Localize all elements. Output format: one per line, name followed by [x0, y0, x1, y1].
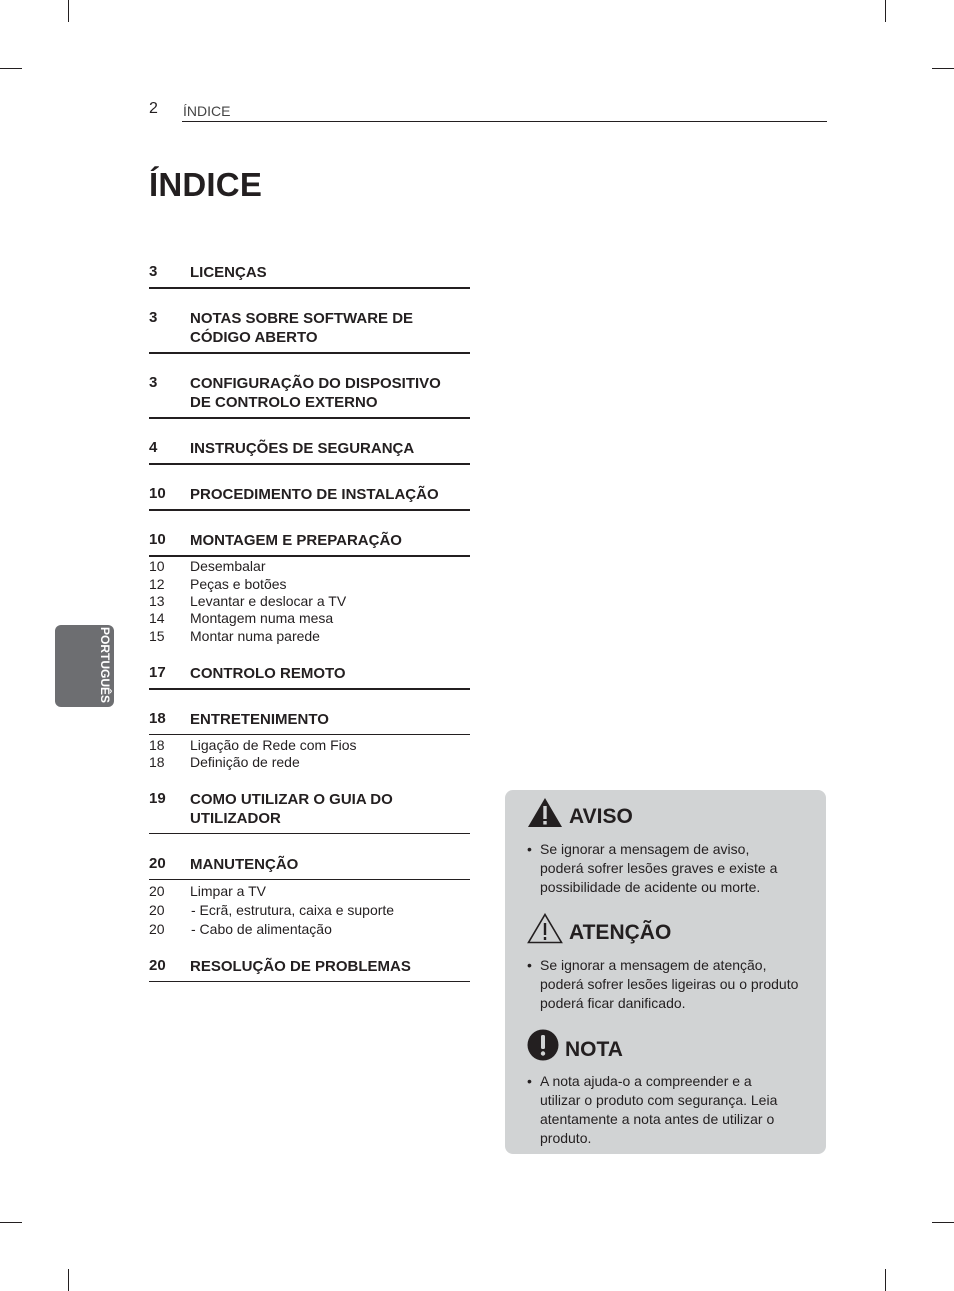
- toc-page-number: 4: [149, 439, 158, 456]
- atencao-text: [527, 956, 812, 1013]
- nota-text: [527, 1072, 812, 1148]
- toc-sub-page: 12: [149, 576, 165, 592]
- toc-title: RESOLUÇÃO DE PROBLEMAS: [190, 958, 411, 975]
- toc-entry-licencas[interactable]: [149, 263, 470, 289]
- running-header: ÍNDICE: [183, 103, 231, 119]
- toc-sub-page: 13: [149, 593, 165, 609]
- toc-page-number: 18: [149, 710, 166, 727]
- toc-sub-page: 18: [149, 737, 165, 753]
- toc-page-number: 3: [149, 263, 158, 280]
- toc-entry-seguranca[interactable]: [149, 439, 470, 465]
- nota-line: produto.: [540, 1130, 592, 1146]
- page-title: ÍNDICE: [149, 166, 263, 203]
- toc-sub-page: 20: [149, 883, 165, 899]
- toc-entry-configuracao[interactable]: [149, 374, 470, 419]
- aviso-line: poderá sofrer lesões graves e existe a: [540, 860, 778, 876]
- language-tab-label: PORTUGUÊS: [98, 627, 112, 704]
- toc-entry-montagem[interactable]: [149, 531, 470, 557]
- atencao-label: ATENÇÃO: [569, 921, 672, 944]
- toc-entry-notas-software[interactable]: [149, 309, 470, 354]
- toc-entry-controlo-remoto[interactable]: [149, 664, 470, 690]
- toc-title-line: COMO UTILIZAR O GUIA DO: [190, 791, 393, 808]
- toc-entry-entretenimento[interactable]: [149, 710, 470, 735]
- toc-sub-title: Peças e botões: [190, 576, 287, 592]
- toc-title-line: NOTAS SOBRE SOFTWARE DE: [190, 310, 414, 327]
- toc-sub-title: Montagem numa mesa: [190, 610, 334, 626]
- header-divider: [182, 121, 827, 122]
- toc-sub-title: - Cabo de alimentação: [191, 921, 332, 937]
- bullet: •: [527, 841, 532, 857]
- nota-line: A nota ajuda-o a compreender e a: [540, 1073, 752, 1089]
- crop-mark: [885, 0, 886, 22]
- toc-title: INSTRUÇÕES DE SEGURANÇA: [190, 440, 415, 457]
- toc-page-number: 20: [149, 855, 166, 872]
- toc-sub-title: Limpar a TV: [190, 883, 266, 899]
- toc-sub-page: 20: [149, 902, 165, 918]
- toc-title: PROCEDIMENTO DE INSTALAÇÃO: [190, 486, 439, 503]
- crop-mark: [0, 1222, 22, 1223]
- nota-label: NOTA: [565, 1038, 623, 1061]
- toc-sub-page: 10: [149, 558, 165, 574]
- toc-sub-title: - Ecrã, estrutura, caixa e suporte: [191, 902, 395, 918]
- toc-sub-title: Levantar e deslocar a TV: [190, 593, 347, 609]
- toc-sub-page: 18: [149, 754, 165, 770]
- warning-triangle-icon: [527, 797, 563, 828]
- bullet: •: [527, 1073, 532, 1089]
- toc-title: CONTROLO REMOTO: [190, 665, 346, 682]
- crop-mark: [0, 68, 22, 69]
- toc-page-number: 3: [149, 374, 158, 391]
- atencao-line: poderá ficar danificado.: [540, 995, 686, 1011]
- toc-title: LICENÇAS: [190, 264, 267, 281]
- nota-heading: [527, 1029, 623, 1061]
- toc-sub-page: 14: [149, 610, 165, 626]
- atencao-line: Se ignorar a mensagem de atenção,: [540, 957, 767, 973]
- caution-triangle-icon: [527, 913, 563, 944]
- bullet: •: [527, 957, 532, 973]
- page-number: 2: [149, 100, 158, 117]
- toc-title-line: CÓDIGO ABERTO: [190, 329, 318, 346]
- toc-page-number: 10: [149, 485, 166, 502]
- toc-title: MONTAGEM E PREPARAÇÃO: [190, 532, 402, 549]
- aviso-label: AVISO: [569, 805, 633, 828]
- toc-entry-manutencao[interactable]: [149, 855, 470, 880]
- nota-line: utilizar o produto com segurança. Leia: [540, 1092, 778, 1108]
- toc-page-number: 17: [149, 664, 166, 681]
- toc-title-line: CONFIGURAÇÃO DO DISPOSITIVO: [190, 375, 441, 392]
- toc-title-line: DE CONTROLO EXTERNO: [190, 394, 378, 411]
- toc-sub-title: Definição de rede: [190, 754, 300, 770]
- toc-entry-instalacao[interactable]: [149, 485, 470, 511]
- toc-sub-title: Ligação de Rede com Fios: [190, 737, 357, 753]
- toc-title-line: UTILIZADOR: [190, 810, 281, 827]
- aviso-line: possibilidade de acidente ou morte.: [540, 879, 761, 895]
- toc-sub-page: 15: [149, 628, 165, 644]
- crop-mark: [68, 0, 69, 22]
- toc-sub-page: 20: [149, 921, 165, 937]
- toc-page-number: 19: [149, 790, 166, 807]
- toc-page-number: 10: [149, 531, 166, 548]
- toc-title: MANUTENÇÃO: [190, 856, 299, 873]
- atencao-heading: [527, 913, 671, 944]
- toc-page-number: 3: [149, 309, 158, 326]
- toc-sub-title: Desembalar: [190, 558, 266, 574]
- crop-mark: [68, 1269, 69, 1291]
- toc-entry-guia-utilizador[interactable]: [149, 790, 470, 834]
- toc-title: ENTRETENIMENTO: [190, 711, 329, 728]
- aviso-heading: [527, 797, 633, 828]
- aviso-text: [527, 840, 812, 897]
- toc-page-number: 20: [149, 957, 166, 974]
- nota-line: atentamente a nota antes de utilizar o: [540, 1111, 775, 1127]
- atencao-line: poderá sofrer lesões ligeiras ou o produto: [540, 976, 799, 992]
- crop-mark: [885, 1269, 886, 1291]
- aviso-line: Se ignorar a mensagem de aviso,: [540, 841, 750, 857]
- crop-mark: [932, 68, 954, 69]
- exclamation-circle-icon: [527, 1029, 559, 1061]
- crop-mark: [932, 1222, 954, 1223]
- toc-entry-resolucao[interactable]: [149, 957, 470, 982]
- toc-sub-title: Montar numa parede: [190, 628, 320, 644]
